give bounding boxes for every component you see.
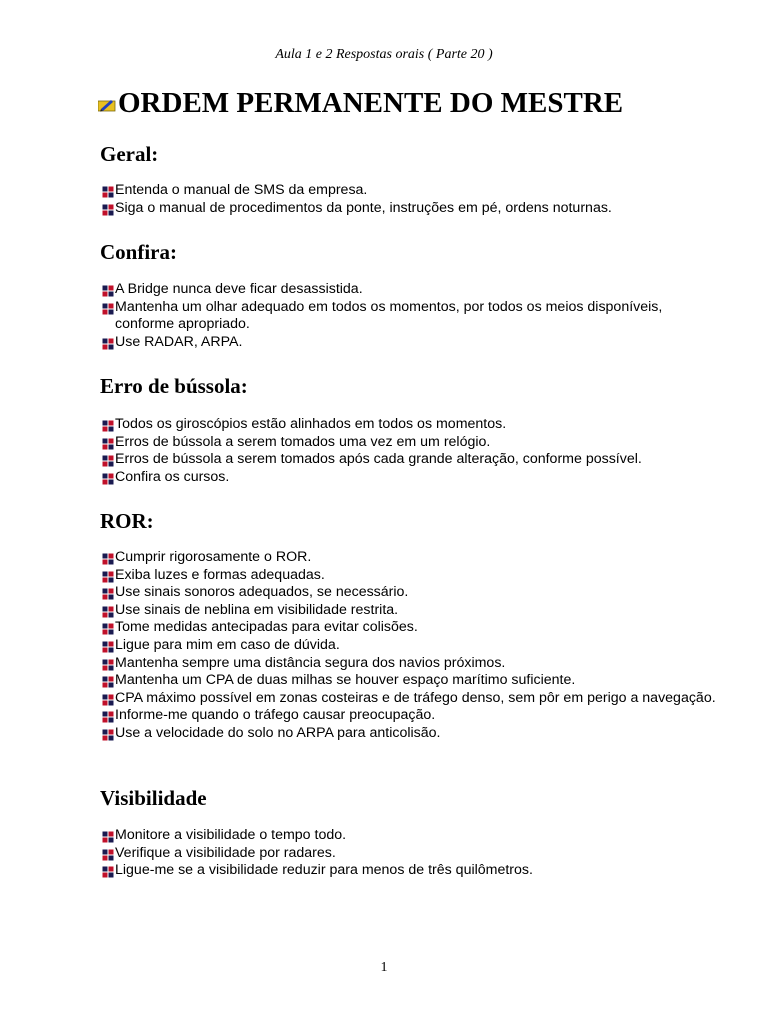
- square-bullet-icon: [102, 186, 114, 198]
- list-item: A Bridge nunca deve ficar desassistida.: [102, 281, 722, 299]
- square-bullet-icon: [102, 473, 114, 485]
- list-item: Mantenha sempre uma distância segura dos navios próximos.: [102, 655, 722, 673]
- list-item: Erros de bússola a serem tomados após cada grande alteração, conforme possível.: [102, 451, 722, 469]
- square-bullet-icon: [102, 711, 114, 723]
- square-bullet-icon: [102, 420, 114, 432]
- list-item: Ligue-me se a visibilidade reduzir para menos de três quilômetros.: [102, 862, 722, 880]
- list-item: Use RADAR, ARPA.: [102, 334, 722, 352]
- square-bullet-icon: [102, 849, 114, 861]
- square-bullet-icon: [102, 338, 114, 350]
- list-item: Use a velocidade do solo no ARPA para anticolisão.: [102, 725, 722, 743]
- list-item: Erros de bússola a serem tomados uma vez em um relógio.: [102, 434, 722, 452]
- list-item: Exiba luzes e formas adequadas.: [102, 567, 722, 585]
- list-visibilidade: [102, 827, 722, 880]
- section-heading-erro-de-bussola: Erro de bússola:: [100, 374, 248, 398]
- square-bullet-icon: [102, 438, 114, 450]
- list-item: Confira os cursos.: [102, 469, 722, 487]
- square-bullet-icon: [102, 571, 114, 583]
- list-geral: [102, 182, 722, 217]
- list-item: Todos os giroscópios estão alinhados em todos os momentos.: [102, 416, 722, 434]
- list-item: Tome medidas antecipadas para evitar colisões.: [102, 619, 722, 637]
- section-heading-confira: Confira:: [100, 240, 177, 264]
- section-heading-ror: ROR:: [100, 509, 154, 533]
- square-bullet-icon: [102, 659, 114, 671]
- page-title-text: ORDEM PERMANENTE DO MESTRE: [118, 87, 624, 119]
- square-bullet-icon: [102, 866, 114, 878]
- list-item: Use sinais sonoros adequados, se necessário.: [102, 584, 722, 602]
- square-bullet-icon: [102, 831, 114, 843]
- square-bullet-icon: [102, 455, 114, 467]
- list-item: Siga o manual de procedimentos da ponte, instruções em pé, ordens noturnas.: [102, 200, 722, 218]
- page-header: Aula 1 e 2 Respostas orais ( Parte 20 ): [275, 47, 493, 62]
- square-bullet-icon: [102, 303, 114, 315]
- list-item: Mantenha um CPA de duas milhas se houver espaço marítimo suficiente.: [102, 672, 722, 690]
- list-item: Entenda o manual de SMS da empresa.: [102, 182, 722, 200]
- list-item: Use sinais de neblina em visibilidade restrita.: [102, 602, 722, 620]
- section-heading-geral: Geral:: [100, 142, 159, 166]
- square-bullet-icon: [102, 694, 114, 706]
- square-bullet-icon: [102, 588, 114, 600]
- list-ror: [102, 549, 722, 743]
- pencil-note-icon: [98, 98, 116, 112]
- square-bullet-icon: [102, 553, 114, 565]
- square-bullet-icon: [102, 623, 114, 635]
- section-heading-visibilidade: Visibilidade: [100, 786, 207, 810]
- list-item: Cumprir rigorosamente o ROR.: [102, 549, 722, 567]
- square-bullet-icon: [102, 204, 114, 216]
- list-item: Informe-me quando o tráfego causar preocupação.: [102, 707, 722, 725]
- page-number: 1: [380, 960, 388, 975]
- list-item: Ligue para mim em caso de dúvida.: [102, 637, 722, 655]
- list-item: Mantenha um olhar adequado em todos os momentos, por todos os meios disponíveis, conforme apropriado.: [102, 299, 722, 334]
- square-bullet-icon: [102, 641, 114, 653]
- list-item: Monitore a visibilidade o tempo todo.: [102, 827, 722, 845]
- square-bullet-icon: [102, 606, 114, 618]
- page-title: [98, 86, 623, 120]
- square-bullet-icon: [102, 285, 114, 297]
- list-confira: [102, 281, 722, 351]
- square-bullet-icon: [102, 676, 114, 688]
- list-erro-de-bussola: [102, 416, 722, 486]
- list-item: Verifique a visibilidade por radares.: [102, 845, 722, 863]
- list-item: CPA máximo possível em zonas costeiras e de tráfego denso, sem pôr em perigo a navegação.: [102, 690, 722, 708]
- square-bullet-icon: [102, 729, 114, 741]
